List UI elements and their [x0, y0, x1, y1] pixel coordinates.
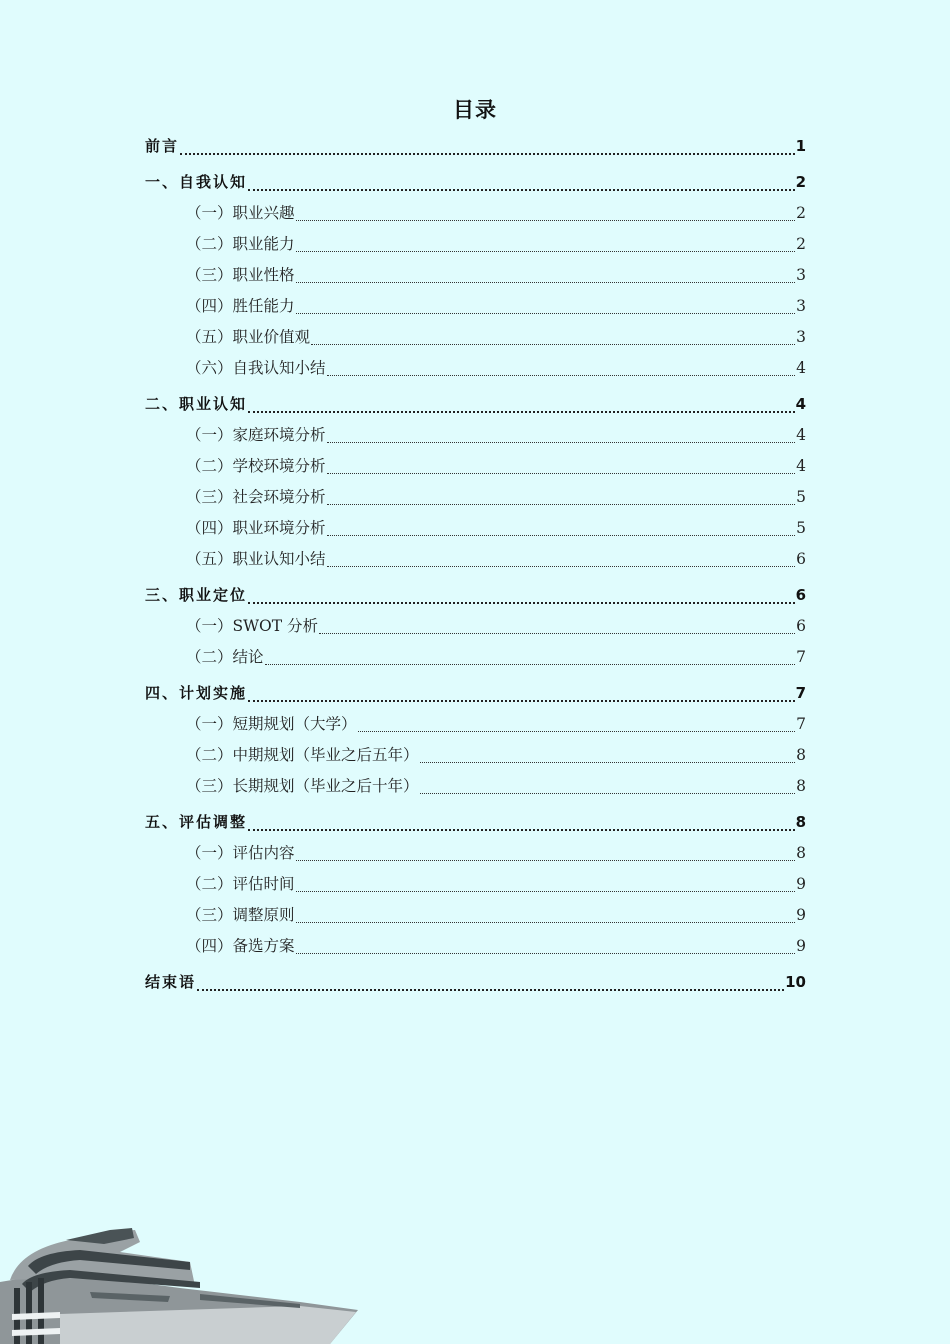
toc-chapter-entry[interactable] [145, 678, 806, 709]
toc-entry-label: （二）学校环境分析 [186, 457, 326, 475]
toc-entry-label: （三）社会环境分析 [186, 488, 326, 506]
toc-page-number: 2 [795, 173, 806, 191]
toc-page-number: 9 [796, 906, 806, 924]
toc-page-number: 10 [785, 973, 806, 991]
toc-entry-label: （一）职业兴趣 [186, 204, 295, 222]
toc-page-number: 4 [795, 395, 806, 413]
toc-dot-leader [296, 251, 796, 252]
toc-entry-label: 一、自我认知 [145, 173, 248, 191]
toc-dot-leader [296, 220, 796, 221]
toc-entry-label: （一）家庭环境分析 [186, 426, 326, 444]
toc-dot-leader [265, 664, 796, 665]
toc-page-number: 6 [795, 586, 806, 604]
toc-entry-label: （四）备选方案 [186, 937, 295, 955]
toc-page-number: 4 [796, 359, 806, 377]
toc-entry-label: （一）短期规划（大学） [186, 715, 357, 733]
toc-section-entry[interactable] [145, 229, 806, 260]
toc-title: 目录 [453, 98, 497, 122]
toc-dot-leader [327, 375, 796, 376]
toc-dot-leader [248, 189, 795, 191]
toc-page-number: 9 [796, 875, 806, 893]
toc-page-number: 8 [796, 844, 806, 862]
toc-page-number: 2 [796, 235, 806, 253]
toc-dot-leader [296, 922, 796, 923]
toc-entry-label: （四）职业环境分析 [186, 519, 326, 537]
toc-chapter-entry[interactable] [145, 131, 806, 162]
toc-dot-leader [327, 535, 796, 536]
toc-page-number: 1 [795, 137, 806, 155]
toc-page-number: 8 [795, 813, 806, 831]
toc-chapter-entry[interactable] [145, 807, 806, 838]
toc-entry-label: （四）胜任能力 [186, 297, 295, 315]
toc-section-entry[interactable] [145, 322, 806, 353]
toc-section-entry[interactable] [145, 740, 806, 771]
toc-section-entry[interactable] [145, 611, 806, 642]
toc-page-number: 5 [796, 488, 806, 506]
toc-entry-label: 前言 [145, 137, 180, 155]
toc-entry-label: （二）职业能力 [186, 235, 295, 253]
toc-dot-leader [420, 762, 796, 763]
toc-entry-label: （五）职业价值观 [186, 328, 311, 346]
toc-entry-label: （三）长期规划（毕业之后十年） [186, 777, 419, 795]
toc-entry-label: （一）SWOT 分析 [186, 617, 319, 635]
toc-dot-leader [248, 829, 795, 831]
toc-page-number: 9 [796, 937, 806, 955]
toc-entry-label: 三、职业定位 [145, 586, 248, 604]
toc-section-entry[interactable] [145, 513, 806, 544]
toc-entry-label: （六）自我认知小结 [186, 359, 326, 377]
toc-entry-label: 五、评估调整 [145, 813, 248, 831]
toc-dot-leader [248, 602, 795, 604]
toc-section-entry[interactable] [145, 482, 806, 513]
toc-section-entry[interactable] [145, 931, 806, 962]
toc-dot-leader [420, 793, 796, 794]
toc-section-entry[interactable] [145, 900, 806, 931]
toc-page-number: 2 [796, 204, 806, 222]
toc-entry-label: （三）调整原则 [186, 906, 295, 924]
toc-section-entry[interactable] [145, 838, 806, 869]
toc-page-number: 7 [796, 648, 806, 666]
toc-entry-label: （二）评估时间 [186, 875, 295, 893]
toc-dot-leader [180, 153, 795, 155]
toc-page-number: 3 [796, 297, 806, 315]
toc-section-entry[interactable] [145, 291, 806, 322]
toc-page-number: 5 [796, 519, 806, 537]
toc-section-entry[interactable] [145, 353, 806, 384]
toc-dot-leader [327, 473, 796, 474]
toc-section-entry[interactable] [145, 771, 806, 802]
toc-dot-leader [296, 891, 796, 892]
toc-page-number: 8 [796, 777, 806, 795]
toc-section-entry[interactable] [145, 544, 806, 575]
toc-dot-leader [319, 633, 795, 634]
toc-section-entry[interactable] [145, 420, 806, 451]
toc-dot-leader [296, 313, 796, 314]
toc-dot-leader [296, 860, 796, 861]
toc-dot-leader [311, 344, 795, 345]
toc-page-number: 4 [796, 426, 806, 444]
toc-dot-leader [327, 442, 796, 443]
toc-entry-label: 二、职业认知 [145, 395, 248, 413]
toc-chapter-entry[interactable] [145, 967, 806, 998]
toc-dot-leader [296, 282, 796, 283]
toc-section-entry[interactable] [145, 642, 806, 673]
toc-dot-leader [296, 953, 796, 954]
toc-dot-leader [248, 700, 795, 702]
toc-section-entry[interactable] [145, 709, 806, 740]
toc-dot-leader [358, 731, 796, 732]
table-of-contents [145, 131, 806, 998]
toc-entry-label: （二）中期规划（毕业之后五年） [186, 746, 419, 764]
toc-chapter-entry[interactable] [145, 389, 806, 420]
toc-page-number: 7 [796, 715, 806, 733]
toc-entry-label: （三）职业性格 [186, 266, 295, 284]
toc-page-number: 7 [795, 684, 806, 702]
toc-chapter-entry[interactable] [145, 580, 806, 611]
toc-section-entry[interactable] [145, 198, 806, 229]
toc-dot-leader [327, 504, 796, 505]
toc-dot-leader [327, 566, 796, 567]
toc-section-entry[interactable] [145, 869, 806, 900]
toc-entry-label: （一）评估内容 [186, 844, 295, 862]
toc-page-number: 4 [796, 457, 806, 475]
toc-dot-leader [248, 411, 795, 413]
toc-dot-leader [197, 989, 784, 991]
toc-page-number: 8 [796, 746, 806, 764]
toc-page-number: 6 [796, 550, 806, 568]
toc-entry-label: 结束语 [145, 973, 197, 991]
toc-entry-label: （二）结论 [186, 648, 264, 666]
toc-page-number: 3 [796, 266, 806, 284]
toc-section-entry[interactable] [145, 451, 806, 482]
cruise-ship-icon [0, 1222, 360, 1344]
toc-chapter-entry[interactable] [145, 167, 806, 198]
toc-entry-label: （五）职业认知小结 [186, 550, 326, 568]
toc-page-number: 6 [796, 617, 806, 635]
toc-section-entry[interactable] [145, 260, 806, 291]
toc-page-number: 3 [796, 328, 806, 346]
toc-entry-label: 四、计划实施 [145, 684, 248, 702]
